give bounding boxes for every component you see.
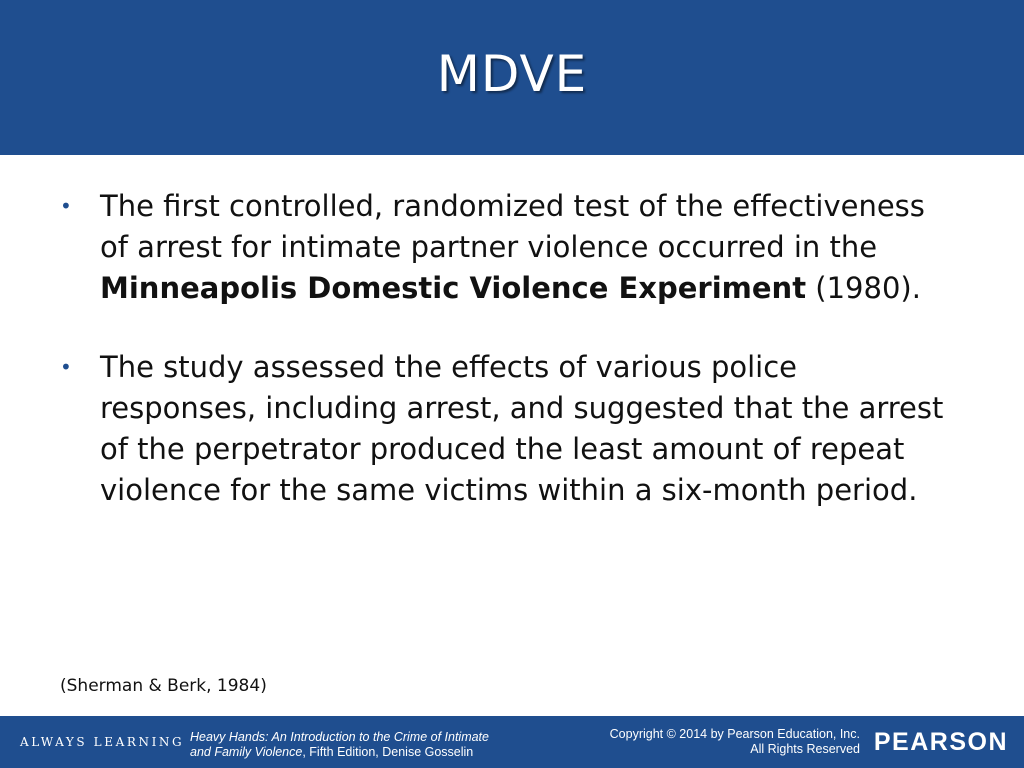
citation: (Sherman & Berk, 1984) — [60, 676, 267, 696]
bullet-item — [60, 347, 960, 511]
pearson-logo: PEARSON — [873, 728, 1008, 756]
copyright-line2: All Rights Reserved — [750, 742, 860, 756]
bullet-list — [60, 186, 960, 511]
bullet-dot-icon: • — [60, 194, 72, 218]
always-learning-tagline: ALWAYS LEARNING — [20, 735, 185, 749]
bullet-dot-icon: • — [60, 355, 72, 379]
bullet-text-start: The first controlled, randomized test of the effectiveness of arrest for intimate partner violence occurred in the — [100, 189, 925, 264]
copyright-notice — [610, 727, 860, 757]
footer-bar — [0, 716, 1024, 768]
bullet-item — [60, 186, 960, 309]
book-details: , Fifth Edition, Denise Gosselin — [302, 745, 474, 759]
book-title-line2: and Family Violence — [190, 745, 303, 759]
bullet-text-end: (1980). — [806, 271, 921, 305]
book-credit — [190, 730, 489, 760]
title-bar — [0, 0, 1024, 155]
copyright-line1: Copyright © 2014 by Pearson Education, Inc. — [609, 727, 860, 741]
book-title-line1: Heavy Hands: An Introduction to the Crime of Intimate — [190, 730, 489, 744]
bullet-text-bold: Minneapolis Domestic Violence Experiment — [100, 271, 807, 305]
slide-title: MDVE — [436, 45, 588, 103]
bullet-text: The study assessed the effects of various police responses, including arrest, and suggested that the arrest of the perpetrator produced the least amount of repeat violence for the same victims within a six-month period. — [100, 350, 944, 507]
